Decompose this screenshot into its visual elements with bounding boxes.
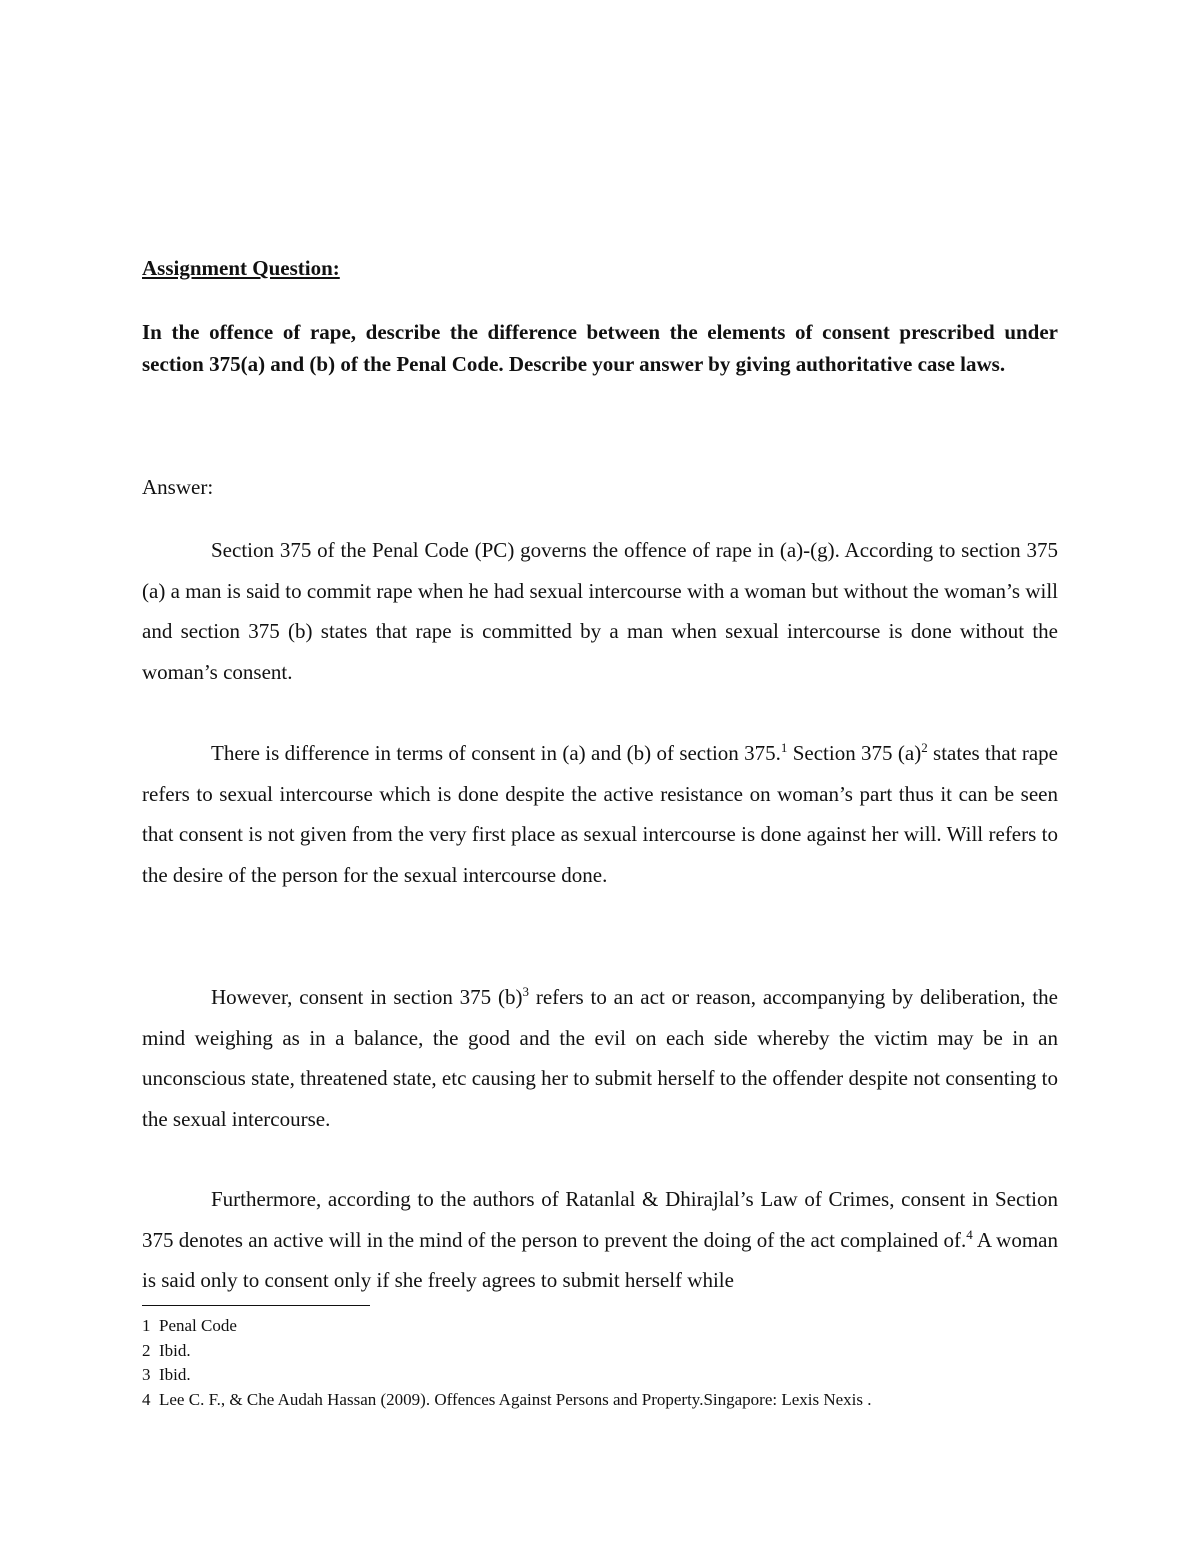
paragraph-text: refers to an act or reason, accompanying by deliberation, the mind weighing as in a balance, the good and the evil on each side whereby the victim may be in an unconscious state, threatened state, etc causing her to submit herself to the offender despite not consenting to the sexual intercourse. [142, 985, 1058, 1131]
footnote-ref-4: 4 [966, 1226, 973, 1242]
footnote-item [142, 1314, 1058, 1339]
assignment-heading: Assignment Question: [142, 256, 340, 280]
footnote-text: Penal Code [159, 1316, 237, 1335]
footnote-item [142, 1388, 1058, 1413]
answer-paragraph-3 [142, 977, 1058, 1139]
footnotes-list [142, 1314, 1058, 1412]
footnote-ref-2: 2 [921, 740, 928, 755]
footnote-ref-3: 3 [522, 984, 530, 999]
paragraph-text: states that rape refers to sexual intercourse which is done despite the active resistance on woman’s part thus it can be seen that consent is not given from the very first place as sexual intercourse is done against her will. Will refers to the desire of the person for the sexual intercourse done. [142, 741, 1058, 887]
footnote-number: 4 [142, 1389, 151, 1409]
paragraph-text: However, consent in section 375 (b) [211, 985, 523, 1009]
footnote-ref-1: 1 [780, 740, 788, 755]
answer-paragraph-1: Section 375 of the Penal Code (PC) governs the offence of rape in (a)-(g). According to section 375 (a) a man is said to commit rape when he had sexual intercourse with a woman but without the woman’s will and section 375 (b) states that rape is committed by a man when sexual intercourse is done without the woman’s consent. [142, 538, 1058, 684]
footnote-number: 2 [142, 1340, 151, 1360]
paragraph-text: There is difference in terms of consent in (a) and (b) of section 375. [211, 741, 781, 765]
paragraph-text: A woman is said only to consent only if she freely agrees to submit herself while [142, 1227, 1058, 1292]
footnote-text: Ibid. [159, 1340, 191, 1360]
footnote-number: 1 [142, 1316, 151, 1335]
footnote-number: 3 [142, 1365, 151, 1384]
footnote-item [142, 1339, 1058, 1364]
answer-paragraph-2 [142, 733, 1058, 895]
answer-label: Answer: [142, 475, 214, 499]
paragraph-text: Furthermore, according to the authors of Ratanlal & Dhirajlal’s Law of Crimes, consent in Section 375 denotes an active will in the mind of the person to prevent the doing of the act complained of. [142, 1187, 1058, 1252]
answer-paragraph-4 [142, 1179, 1058, 1301]
footnote-item [142, 1363, 1058, 1388]
assignment-question: In the offence of rape, describe the difference between the elements of consent prescribed under section 375(a) and (b) of the Penal Code. Describe your answer by giving authoritative case laws. [142, 320, 1058, 376]
footnote-text: Lee C. F., & Che Audah Hassan (2009). Offences Against Persons and Property.Singapore: Lexis Nexis . [159, 1389, 872, 1409]
footnote-text: Ibid. [159, 1365, 191, 1384]
paragraph-text: Section 375 (a) [787, 741, 922, 765]
footnote-divider [142, 1305, 370, 1306]
